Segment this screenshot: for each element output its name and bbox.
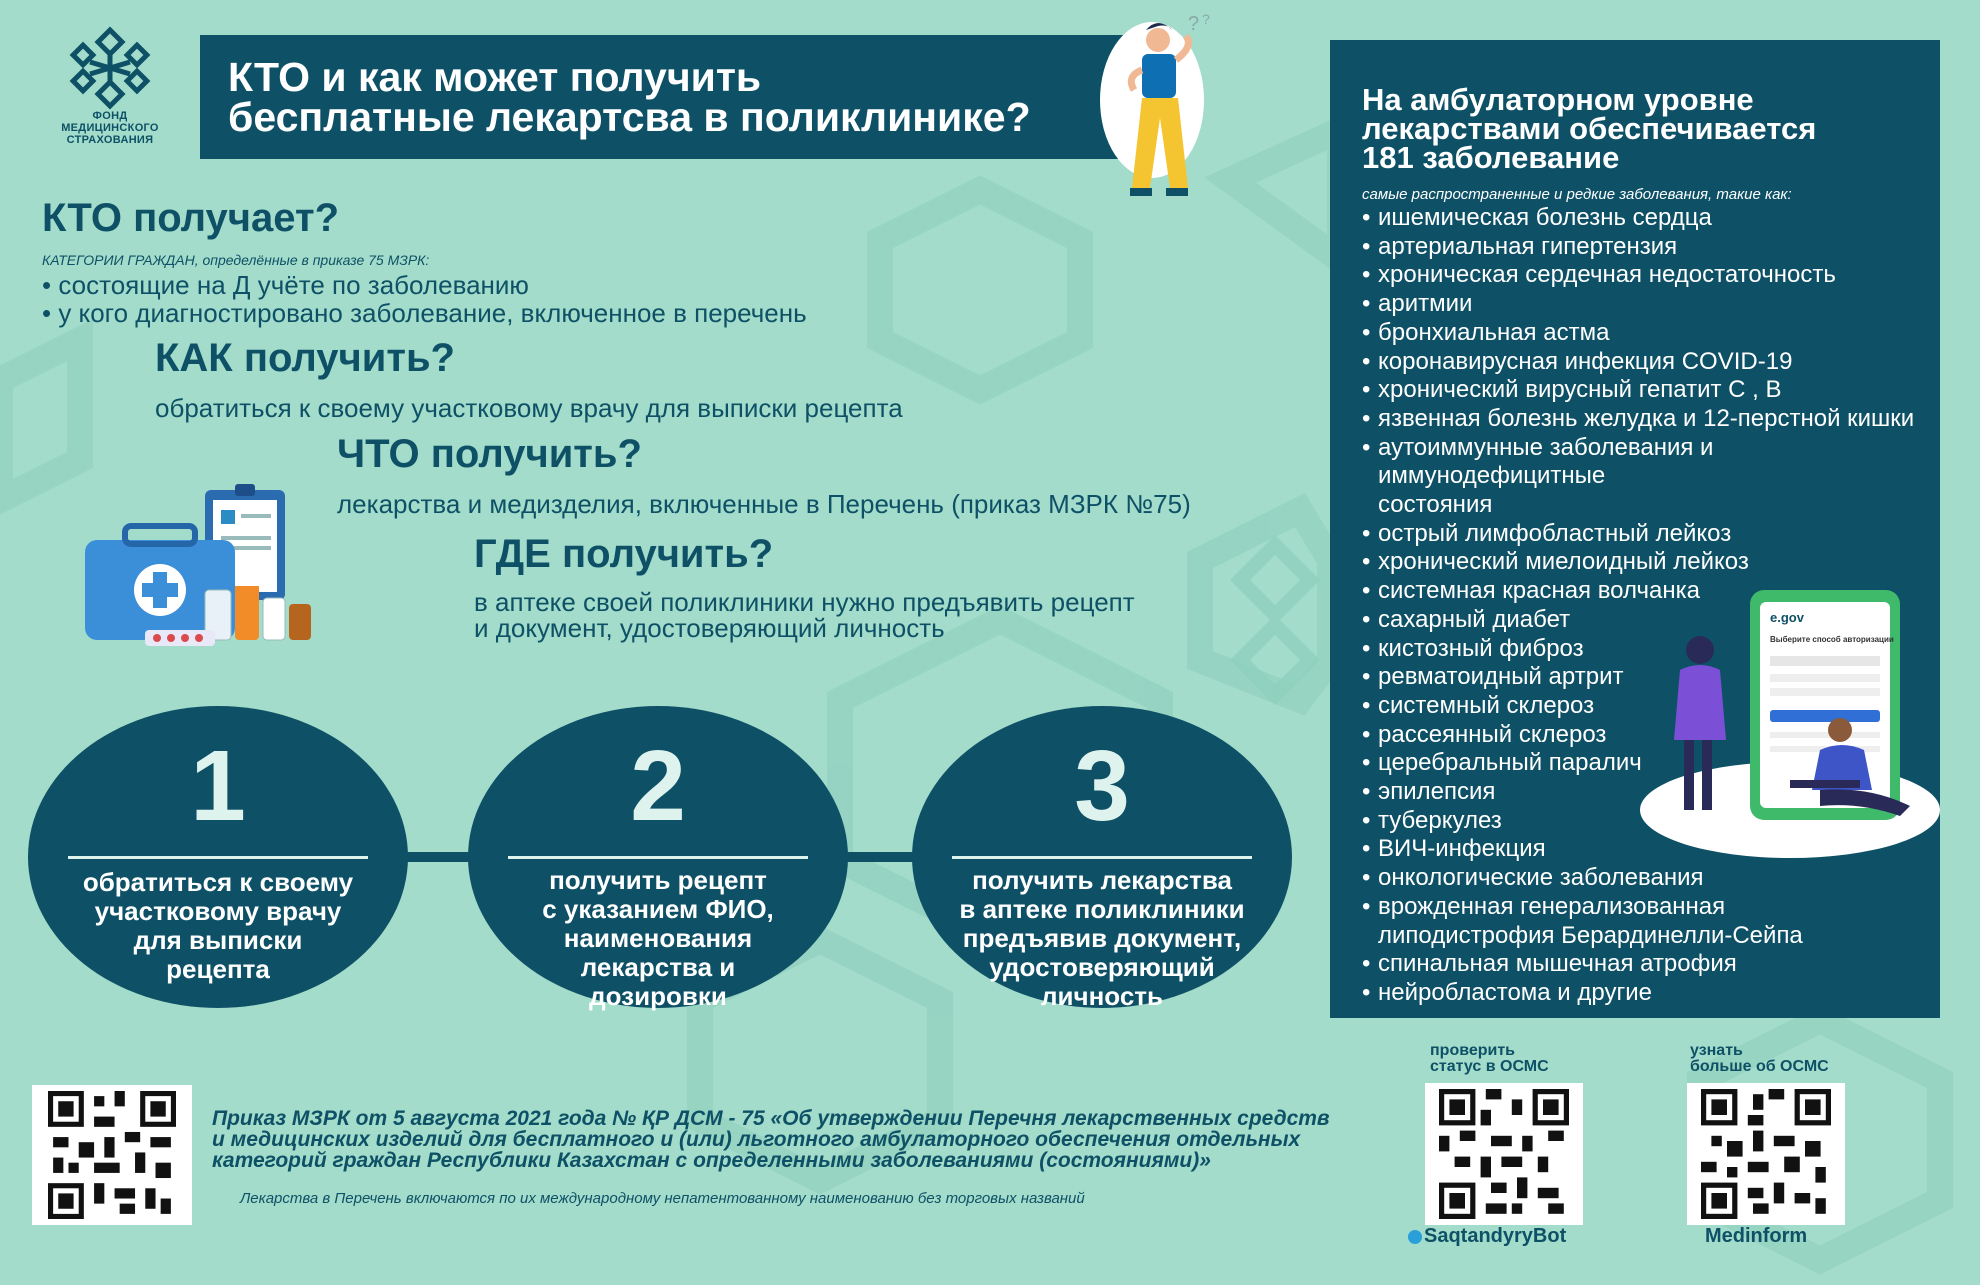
qr1-caption-line: проверить <box>1430 1042 1516 1059</box>
step-text-line: с указанием ФИО, <box>542 894 774 924</box>
disease-item: • рассеянный склероз <box>1362 721 1914 750</box>
order-reference <box>212 1108 1330 1171</box>
logo-line-3: СТРАХОВАНИЯ <box>66 134 154 146</box>
panel-title-line: На амбулаторном уровне <box>1362 82 1754 117</box>
thinking-woman-illustration <box>1090 10 1220 210</box>
disease-item: • ВИЧ-инфекция <box>1362 835 1914 864</box>
where-line-1: в аптеке своей поликлиники нужно предъявить рецепт <box>474 587 1135 617</box>
inn-note: Лекарства в Перечень включаются по их международному непатентованному наименованию без торговых названий <box>240 1190 1085 1207</box>
step-1 <box>28 706 408 1008</box>
order-qr-code[interactable] <box>32 1085 192 1225</box>
qr1-caption-line: статус в ОСМС <box>1430 1058 1549 1075</box>
who-heading: КТО получает? <box>42 196 340 240</box>
info-qr-code[interactable] <box>1687 1083 1845 1225</box>
logo-line-1: ФОНД <box>92 110 128 122</box>
disease-item: • хронический миелоидный лейкоз <box>1362 548 1914 577</box>
telegram-icon <box>1408 1230 1422 1244</box>
where-heading: ГДЕ получить? <box>474 532 774 576</box>
how-text: обратиться к своему участковому врачу для выписки рецепта <box>155 393 903 423</box>
what-text: лекарства и медизделия, включенные в Перечень (приказ МЗРК №75) <box>337 489 1191 519</box>
who-bullet-1: • состоящие на Д учёте по заболеванию <box>42 270 529 300</box>
step-text <box>58 868 378 984</box>
svg-text:?: ? <box>1202 11 1210 27</box>
title-line-2: бесплатные лекартсва в поликлинике? <box>228 94 1031 140</box>
egov-logo: e.gov <box>1770 610 1804 625</box>
step-text-line: рецепта <box>166 954 270 984</box>
disease-item: • коронавирусная инфекция COVID-19 <box>1362 348 1914 377</box>
what-heading: ЧТО получить? <box>337 432 642 476</box>
page-title <box>200 35 1145 159</box>
order-line: категорий граждан Республики Казахстан с определенными заболеваниями (состояниями)» <box>212 1149 1211 1172</box>
disease-item: • церебральный паралич <box>1362 749 1914 778</box>
diseases-panel <box>1330 40 1940 1018</box>
step-text <box>942 866 1262 1011</box>
step-divider <box>952 856 1252 859</box>
panel-title-line: 181 заболевание <box>1362 140 1620 175</box>
qr-code-icon <box>42 1091 182 1219</box>
qr-code-icon <box>1433 1089 1575 1219</box>
disease-item: • спинальная мышечная атрофия <box>1362 950 1914 979</box>
qr2-caption-line: узнать <box>1690 1042 1743 1059</box>
disease-item: • аутоиммунные заболевания и иммунодефицитные состояния <box>1362 434 1722 520</box>
who-caption: КАТЕГОРИИ ГРАЖДАН, определённые в приказе 75 МЗРК: <box>42 252 430 268</box>
step-text-line: дозировки <box>589 981 727 1011</box>
step-text-line: предъявив документ, <box>962 923 1242 953</box>
logo-line-2: МЕДИЦИНСКОГО <box>61 122 159 134</box>
disease-item: • артериальная гипертензия <box>1362 233 1914 262</box>
disease-item: • сахарный диабет <box>1362 606 1914 635</box>
step-number: 1 <box>190 730 246 842</box>
disease-item: • хроническая сердечная недостаточность <box>1362 261 1914 290</box>
step-text <box>498 866 818 1011</box>
bot-label-text: SaqtandyryBot <box>1424 1225 1567 1247</box>
step-text-line: в аптеке поликлиники <box>959 894 1245 924</box>
qr1-caption <box>1430 1043 1549 1075</box>
step-text-line: участковому врачу <box>94 896 342 926</box>
step-text-line: лекарства и <box>580 952 736 982</box>
where-line-2: и документ, удостоверяющий личность <box>474 613 945 643</box>
step-number: 2 <box>630 730 686 842</box>
title-line-1: КТО и как может получить <box>228 54 762 100</box>
qr-code-icon <box>1695 1089 1837 1219</box>
medinform-label[interactable]: Medinform <box>1705 1225 1808 1247</box>
step-divider <box>68 856 368 859</box>
step-number: 3 <box>1074 730 1130 842</box>
disease-item: • кистозный фиброз <box>1362 635 1914 664</box>
order-line: и медицинских изделий для бесплатного и (или) льготного амбулаторного обеспечения отдельных <box>212 1128 1301 1151</box>
how-heading: КАК получить? <box>155 336 455 380</box>
step-text-line: получить рецепт <box>549 865 767 895</box>
who-bullet-2: • у кого диагностировано заболевание, включенное в перечень <box>42 298 807 328</box>
step-text-line: обратиться к своему <box>82 867 354 897</box>
svg-text:?: ? <box>1188 13 1200 35</box>
disease-item: • врожденная генерализованная липодистрофия Берардинелли-Сейпа <box>1362 893 1832 950</box>
panel-title-line: лекарствами обеспечивается <box>1362 111 1817 146</box>
disease-item: • аритмии <box>1362 290 1914 319</box>
qr2-caption-line: больше об ОСМС <box>1690 1058 1829 1075</box>
step-2 <box>468 706 848 1011</box>
disease-item: • бронхиальная астма <box>1362 319 1914 348</box>
panel-title <box>1362 82 1817 175</box>
disease-item: • онкологические заболевания <box>1362 864 1914 893</box>
step-text-line: наименования <box>563 923 753 953</box>
snowflake-logo-icon <box>60 26 160 110</box>
bot-label[interactable] <box>1408 1225 1566 1248</box>
disease-item: • системный склероз <box>1362 692 1914 721</box>
disease-item: • эпилепсия <box>1362 778 1914 807</box>
disease-item: • нейробластома и другие <box>1362 979 1914 1008</box>
disease-item: • ревматоидный артрит <box>1362 663 1914 692</box>
fund-logo <box>50 26 170 146</box>
disease-item: • хронический вирусный гепатит С , В <box>1362 376 1914 405</box>
medical-kit-illustration <box>85 480 335 650</box>
step-divider <box>508 856 808 859</box>
disease-item: • острый лимфобластный лейкоз <box>1362 520 1914 549</box>
step-text-line: для выписки <box>133 925 303 955</box>
disease-item: • туберкулез <box>1362 807 1914 836</box>
order-line: Приказ МЗРК от 5 августа 2021 года № ҚР ДСМ - 75 «Об утверждении Перечня лекарственных средств <box>212 1107 1330 1130</box>
panel-subtitle: самые распространенные и редкие заболевания, такие как: <box>1362 186 1792 203</box>
step-text-line: удостоверяющий <box>989 952 1215 982</box>
status-qr-code[interactable] <box>1425 1083 1583 1225</box>
diseases-list <box>1362 204 1914 1008</box>
step-text-line: личность <box>1040 981 1163 1011</box>
step-3 <box>912 706 1292 1011</box>
disease-item: • ишемическая болезнь сердца <box>1362 204 1914 233</box>
step-text-line: получить лекарства <box>972 865 1232 895</box>
disease-item: • системная красная волчанка <box>1362 577 1914 606</box>
qr2-caption <box>1690 1043 1829 1075</box>
egov-title: Выберите способ авторизации <box>1770 635 1894 644</box>
disease-item: • язвенная болезнь желудка и 12-перстной кишки <box>1362 405 1914 434</box>
